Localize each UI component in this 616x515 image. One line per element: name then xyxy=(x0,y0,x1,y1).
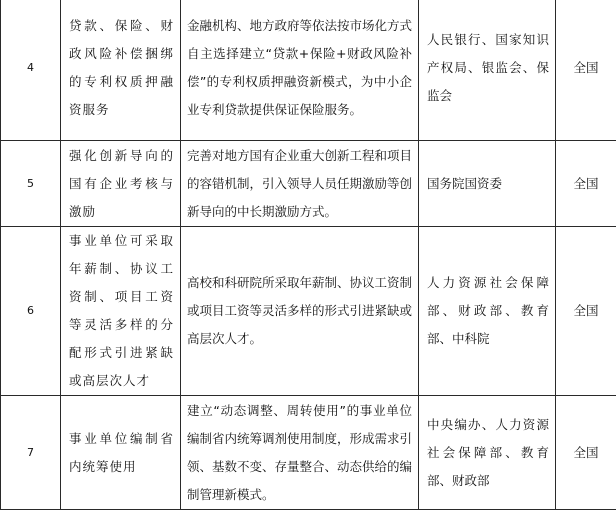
table-row xyxy=(1,0,616,141)
row-number: 4 xyxy=(27,60,34,74)
measure-name: 事业单位可采取年薪制、协议工资制、项目工资等灵活多样的分配形式引进紧缺或高层次人才 xyxy=(69,233,174,388)
scope-cell xyxy=(556,227,616,396)
measure-description-cell xyxy=(181,227,419,396)
table-row xyxy=(1,141,616,227)
measure-description-cell xyxy=(181,0,419,141)
table-row xyxy=(1,396,616,510)
row-number-cell xyxy=(1,0,61,141)
scope-value: 全国 xyxy=(573,59,599,75)
responsible-department-cell xyxy=(419,0,556,141)
measure-description: 金融机构、地方政府等依法按市场化方式自主选择建立“贷款+保险+财政风险补偿”的专利权质押融资新模式，为中小企业专利贷款提供保证保险服务。 xyxy=(187,17,413,117)
measure-name: 贷款、保险、财政风险补偿捆绑的专利权质押融资服务 xyxy=(69,17,174,117)
scope-value: 全国 xyxy=(573,444,599,460)
measure-description-cell xyxy=(181,141,419,227)
row-number-cell xyxy=(1,227,61,396)
measure-name-cell xyxy=(61,227,181,396)
measure-name-cell xyxy=(61,396,181,510)
responsible-department-cell xyxy=(419,396,556,510)
measure-description: 高校和科研院所采取年薪制、协议工资制或项目工资等灵活多样的形式引进紧缺或高层次人才。 xyxy=(187,275,413,346)
table-row xyxy=(1,227,616,396)
row-number: 6 xyxy=(27,304,34,317)
measure-description-cell xyxy=(181,396,419,510)
scope-cell xyxy=(556,0,616,141)
responsible-department: 国务院国资委 xyxy=(427,175,503,191)
scope-cell xyxy=(556,141,616,227)
responsible-department: 中央编办、人力资源社会保障部、教育部、财政部 xyxy=(427,416,549,488)
row-number: 5 xyxy=(27,176,34,190)
measure-name: 事业单位编制省内统筹使用 xyxy=(69,430,174,474)
row-number-cell xyxy=(1,396,61,510)
responsible-department: 人力资源社会保障部、财政部、教育部、中科院 xyxy=(427,275,549,346)
measure-name-cell xyxy=(61,141,181,227)
row-number-cell xyxy=(1,141,61,227)
measure-description: 建立“动态调整、周转使用”的事业单位编制省内统筹调剂使用制度，形成需求引领、基数不变、存量整合、动态供给的编制管理新模式。 xyxy=(187,402,413,502)
row-number: 7 xyxy=(27,445,34,459)
scope-value: 全国 xyxy=(573,303,599,318)
measure-name-cell xyxy=(61,0,181,141)
scope-value: 全国 xyxy=(573,175,599,191)
responsible-department: 人民银行、国家知识产权局、银监会、保监会 xyxy=(427,31,549,103)
responsible-department-cell xyxy=(419,227,556,396)
responsible-department-cell xyxy=(419,141,556,227)
measure-name: 强化创新导向的国有企业考核与激励 xyxy=(69,147,174,219)
scope-cell xyxy=(556,396,616,510)
measure-description: 完善对地方国有企业重大创新工程和项目的容错机制，引入领导人员任期激励等创新导向的中长期激励方式。 xyxy=(187,147,413,219)
